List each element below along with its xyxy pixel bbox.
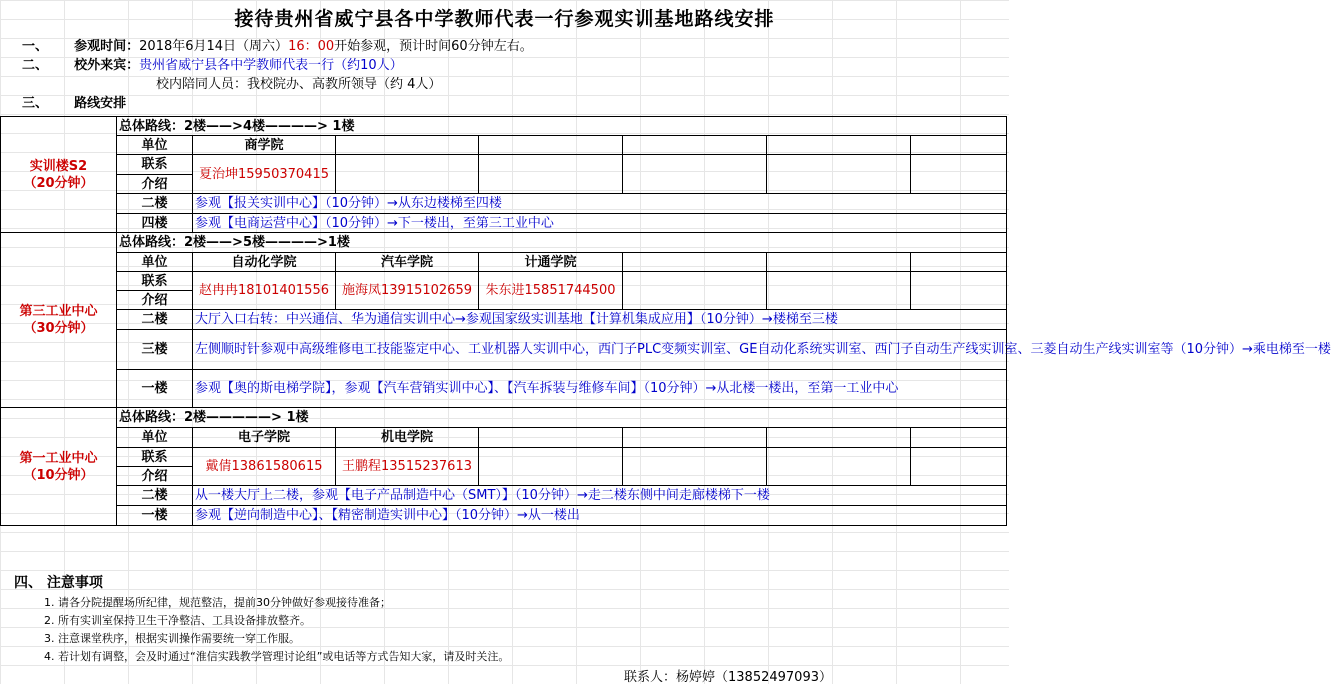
unit-label: 单位 bbox=[117, 428, 193, 448]
floor-label: 三楼 bbox=[117, 330, 193, 370]
dept-name: 计通学院 bbox=[479, 253, 623, 272]
floor-label: 一楼 bbox=[117, 370, 193, 408]
dept-contact: 赵冉冉18101401556 bbox=[193, 272, 336, 310]
section-label: 参观时间： bbox=[74, 39, 140, 54]
floor-label: 二楼 bbox=[117, 486, 193, 506]
route-summary: 总体路线：2楼——>5楼————>1楼 bbox=[117, 233, 1007, 253]
intro-label: 介绍 bbox=[117, 291, 193, 310]
note-item: 2. 所有实训室保持卫生干净整洁、工具设备排放整齐。 bbox=[44, 614, 311, 627]
floor-desc: 参观【逆向制造中心】、【精密制造实训中心】（10分钟）→从一楼出 bbox=[193, 506, 1007, 526]
dept-contact: 王鹏程13515237613 bbox=[336, 448, 479, 486]
section-number: 一、 bbox=[22, 39, 49, 54]
dept-contact: 夏治坤15950370415 bbox=[193, 155, 336, 194]
visit-duration: 开始参观，预计时间60分钟左右。 bbox=[334, 39, 533, 54]
dept-name: 汽车学院 bbox=[336, 253, 479, 272]
building-name: 实训楼S2 bbox=[29, 158, 88, 174]
building-cell-s2 bbox=[1, 117, 117, 233]
dept-name: 电子学院 bbox=[193, 428, 336, 448]
floor-desc: 参观【电商运营中心】（10分钟）→下一楼出，至第三工业中心 bbox=[193, 214, 1007, 233]
visit-start-time: 16：00 bbox=[288, 39, 335, 54]
dept-contact: 施海凤13915102659 bbox=[336, 272, 479, 310]
dept-contact: 戴倩13861580615 bbox=[193, 448, 336, 486]
building-cell-center1 bbox=[1, 408, 117, 526]
building-cell-center3 bbox=[1, 233, 117, 408]
intro-label: 介绍 bbox=[117, 467, 193, 486]
floor-desc: 大厅入口右转：中兴通信、华为通信实训中心→参观国家级实训基地【计算机集成应用】（10分钟）→楼梯至三楼 bbox=[193, 310, 1007, 330]
building-time: （10分钟） bbox=[23, 467, 94, 483]
floor-label: 四楼 bbox=[117, 214, 193, 233]
visit-date: 2018年6月14日（周六） bbox=[139, 39, 289, 54]
floor-desc: 参观【奥的斯电梯学院】，参观【汽车营销实训中心】、【汽车拆装与维修车间】（10分钟）→从北楼一楼出，至第一工业中心 bbox=[193, 370, 1007, 408]
building-time: （20分钟） bbox=[23, 175, 94, 191]
dept-name: 机电学院 bbox=[336, 428, 479, 448]
contact-person: 联系人：杨婷婷（13852497093） bbox=[624, 670, 832, 685]
section-label: 校外来宾： bbox=[74, 58, 140, 73]
dept-name: 商学院 bbox=[193, 136, 336, 155]
route-table bbox=[0, 116, 1331, 526]
section-label: 路线安排 bbox=[74, 96, 127, 111]
dept-name: 自动化学院 bbox=[193, 253, 336, 272]
section-route bbox=[22, 92, 126, 111]
contact-label: 联系 bbox=[117, 448, 193, 467]
building-name: 第三工业中心 bbox=[19, 304, 98, 319]
contact-label: 联系 bbox=[117, 272, 193, 291]
page-title: 接待贵州省威宁县各中学教师代表一行参观实训基地路线安排 bbox=[234, 8, 775, 30]
floor-desc: 从一楼大厅上二楼，参观【电子产品制造中心（SMT）】（10分钟）→走二楼东侧中间走廊楼梯下一楼 bbox=[193, 486, 1007, 506]
guests-value: 贵州省威宁县各中学教师代表一行（约10人） bbox=[139, 58, 403, 73]
floor-label: 二楼 bbox=[117, 310, 193, 330]
route-summary: 总体路线：2楼—————> 1楼 bbox=[117, 408, 1007, 428]
section-guests bbox=[22, 54, 403, 73]
building-name: 第一工业中心 bbox=[19, 450, 98, 466]
section-number: 二、 bbox=[22, 58, 49, 73]
section-escort: 校内陪同人员：我校院办、高教所领导（约 4人） bbox=[156, 77, 442, 92]
section-visit-time bbox=[22, 35, 533, 54]
building-time: （30分钟） bbox=[23, 321, 94, 336]
note-item: 4. 若计划有调整，会及时通过“淮信实践教学管理讨论组”或电话等方式告知大家，请及时关注。 bbox=[44, 650, 510, 663]
floor-label: 一楼 bbox=[117, 506, 193, 526]
dept-contact: 朱东进15851744500 bbox=[479, 272, 623, 310]
floor-desc: 左侧顺时针参观中高级维修电工技能鉴定中心、工业机器人实训中心，西门子PLC变频实训室、GE自动化系统实训室、西门子自动生产线实训室、三菱自动生产线实训室等（10分钟）→乘电梯至一楼 bbox=[193, 330, 1007, 370]
floor-desc: 参观【报关实训中心】（10分钟）→从东边楼梯至四楼 bbox=[193, 194, 1007, 214]
note-item: 3. 注意课堂秩序，根据实训操作需要统一穿工作服。 bbox=[44, 632, 300, 645]
route-summary: 总体路线：2楼——>4楼————> 1楼 bbox=[117, 117, 1007, 136]
intro-label: 介绍 bbox=[117, 175, 193, 194]
section-number: 三、 bbox=[22, 96, 49, 111]
contact-label: 联系 bbox=[117, 155, 193, 175]
unit-label: 单位 bbox=[117, 136, 193, 155]
floor-label: 二楼 bbox=[117, 194, 193, 214]
unit-label: 单位 bbox=[117, 253, 193, 272]
note-item: 1. 请各分院提醒场所纪律，规范整洁，提前30分钟做好参观接待准备； bbox=[44, 596, 391, 609]
notes-header: 四、 注意事项 bbox=[14, 575, 103, 591]
